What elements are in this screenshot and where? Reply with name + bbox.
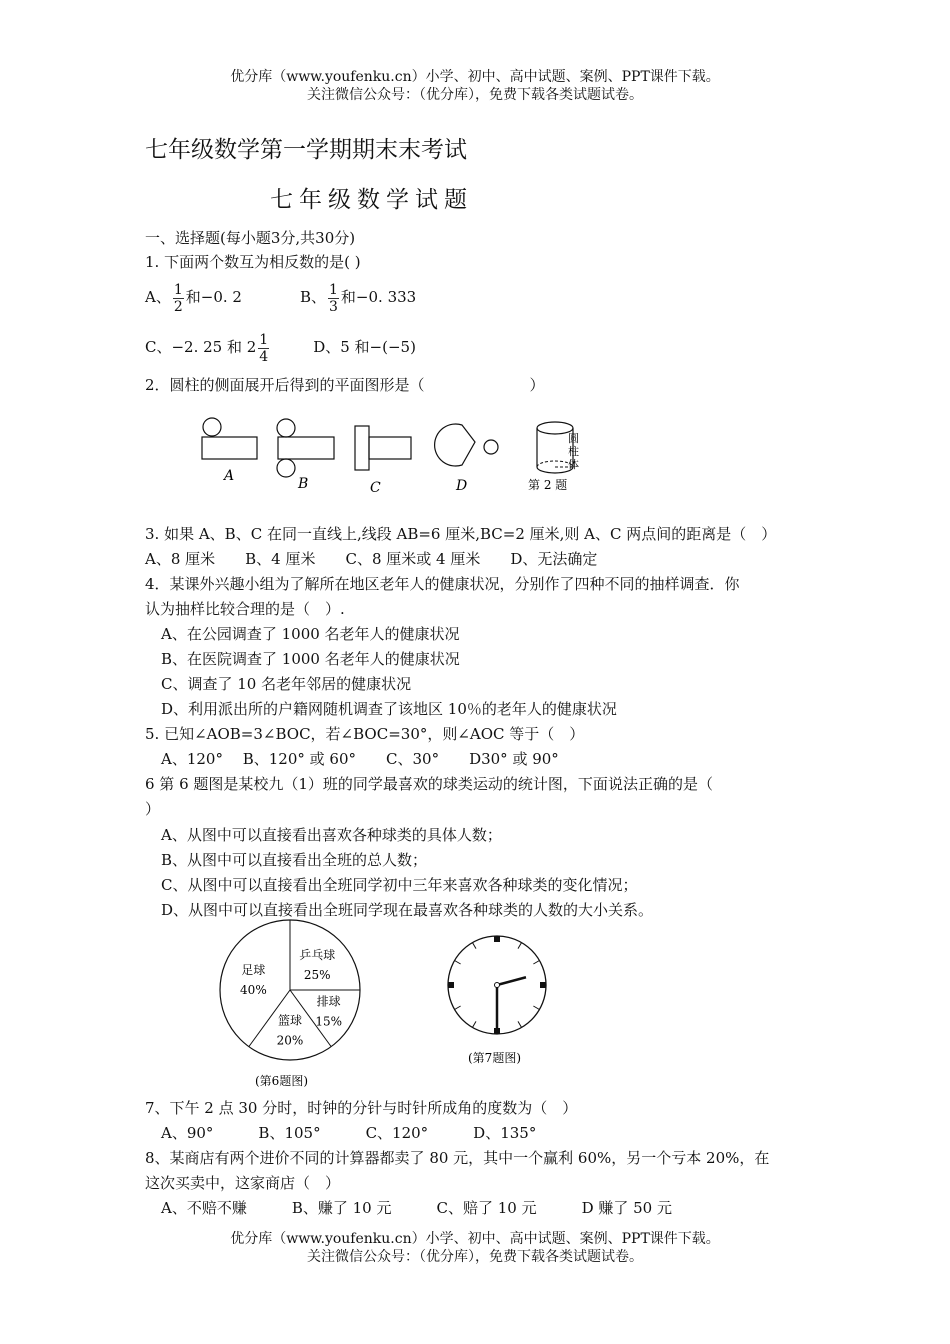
question-6-option-a: A、从图中可以直接看出喜欢各种球类的具体人数； [161,826,502,844]
question-6-stem-2: ） [145,800,161,818]
clock-hour-marker [540,982,546,988]
q1-option-a-fraction [173,282,184,315]
clock-center [495,983,500,988]
pie-slice-value: 15% [315,1014,343,1029]
q1-c-numerator: 1 [259,331,269,348]
question-6-option-c: C、从图中可以直接看出全班同学初中三年来喜欢各种球类的变化情况； [161,876,638,894]
clock-tick [473,943,477,949]
q1-option-c-prefix: C、−2. 25 和 2 [145,338,257,356]
clock-tick [455,1006,461,1010]
figure-d [435,424,498,494]
figure-2-caption: 第 2 题 [528,478,568,492]
q1-option-b-fraction [328,282,339,315]
cylinder-label-2: 柱 [568,445,579,458]
exam-title: 七年级数学第一学期期末末考试 [145,137,467,163]
q1-b-denominator: 3 [329,298,338,315]
pie-slice-label: 篮球 [277,1013,303,1028]
question-8-stem-1: 8、某商店有两个进价不同的计算器都卖了 80 元，其中一个赢利 60%，另一个亏本 20%，在 [145,1149,770,1167]
question-6-option-b: B、从图中可以直接看出全班的总人数； [161,851,428,869]
clock-tick [518,943,522,949]
question-5-options: A、120° B、120° 或 60° C、30° D30° 或 90° [161,750,559,768]
pie-slice-label: 足球 [241,963,266,978]
clock-hour-marker [448,982,454,988]
question-4-option-a: A、在公园调查了 1000 名老年人的健康状况 [161,625,460,643]
q1-option-a-prefix: A、 [145,288,171,306]
question-4-stem-1: 4．某课外兴趣小组为了解所在地区老年人的健康状况，分别作了四种不同的抽样调查．你 [145,575,740,593]
clock-tick [533,961,539,965]
question-7-options: A、90° B、105° C、120° D、135° [161,1124,537,1142]
clock-caption: (第7题图) [468,1051,521,1065]
clock-tick [455,961,461,965]
figure-c-label: C [370,480,381,496]
footer-line-1: 优分库（www.youfenku.cn）小学、初中、高中试题、案例、PPT课件下载。 [230,1231,720,1247]
pie-chart-caption: (第6题图) [255,1074,308,1088]
question-8-stem-2: 这次买卖中，这家商店（ ） [145,1174,341,1192]
footer-line-2: 关注微信公众号：（优分库），免费下载各类试题试卷。 [307,1249,643,1265]
clock-tick [473,1021,477,1027]
question-1-options-ab [145,279,416,315]
header-line-1: 优分库（www.youfenku.cn）小学、初中、高中试题、案例、PPT课件下载。 [230,69,720,85]
pie-slice-label: 乒乓球 [299,947,336,962]
question-1-stem: 1. 下面两个数互为相反数的是( ) [145,253,361,271]
question-4-stem-2: 认为抽样比较合理的是（ ）. [145,600,345,618]
question-4-option-c: C、调查了 10 名老年邻居的健康状况 [161,675,412,693]
clock-figure [440,932,560,1072]
figure-a [202,418,257,484]
clock-hour-hand [497,977,526,985]
pie-chart [210,918,370,1093]
question-6-stem-1: 6 第 6 题图是某校九（1）班的同学最喜欢的球类运动的统计图，下面说法正确的是（ [145,775,713,793]
q1-a-numerator: 1 [173,281,183,298]
question-1-options-cd [145,329,416,365]
cylinder-label-1: 圆 [568,432,579,445]
cylinder-figure [528,422,579,492]
figure-a-label: A [224,468,235,484]
clock-tick [518,1021,522,1027]
section-heading: 一、选择题(每小题3分,共30分) [145,229,356,247]
clock-hour-marker [494,936,500,942]
q1-option-b-prefix: B、 [299,288,326,306]
q1-c-denominator: 4 [259,348,269,365]
q1-option-c-fraction [258,332,269,365]
figure-b-label: B [298,476,309,492]
question-3-stem: 3. 如果 A、B、C 在同一直线上,线段 AB=6 厘米,BC=2 厘米,则 A、C 两点间的距离是（ ） [145,525,777,543]
question-4-option-d: D、利用派出所的户籍网随机调查了该地区 10％的老年人的健康状况 [161,700,617,718]
question-3-options: A、8 厘米 B、4 厘米 C、8 厘米或 4 厘米 D、无法确定 [145,550,598,568]
q1-option-d: D、5 和−(−5) [313,338,416,356]
q1-b-numerator: 1 [329,281,338,298]
pie-slice-value: 25% [303,967,331,982]
question-7-stem: 7、下午 2 点 30 分时，时钟的分针与时针所成角的度数为（ ） [145,1099,578,1117]
question-6-option-d: D、从图中可以直接看出全班同学现在最喜欢各种球类的人数的大小关系。 [161,901,654,919]
q1-option-a-suffix: 和−0. 2 [185,288,242,306]
q1-option-b-suffix: 和−0. 333 [340,288,417,306]
subject-title: 七年级数学试题 [270,187,473,213]
pie-slice-value: 40% [240,983,267,998]
header-line-2: 关注微信公众号：（优分库），免费下载各类试题试卷。 [307,87,643,103]
question-5-stem: 5. 已知∠AOB=3∠BOC，若∠BOC=30°，则∠AOC 等于（ ） [145,725,585,743]
pie-slice-label: 排球 [316,994,341,1009]
question-4-option-b: B、在医院调查了 1000 名老年人的健康状况 [161,650,460,668]
question-8-options: A、不赔不赚 B、赚了 10 元 C、赔了 10 元 D 赚了 50 元 [161,1199,672,1217]
question-2-stem: 2．圆柱的侧面展开后得到的平面图形是（ ） [145,376,545,394]
figure-b [277,419,334,492]
question-2-figure [190,410,590,500]
q1-a-denominator: 2 [173,298,183,315]
pie-slice-value: 20% [276,1033,304,1048]
clock-tick [533,1006,539,1010]
figure-d-label: D [456,478,468,494]
figure-c [355,426,411,496]
cylinder-label-3: 体 [568,458,579,471]
